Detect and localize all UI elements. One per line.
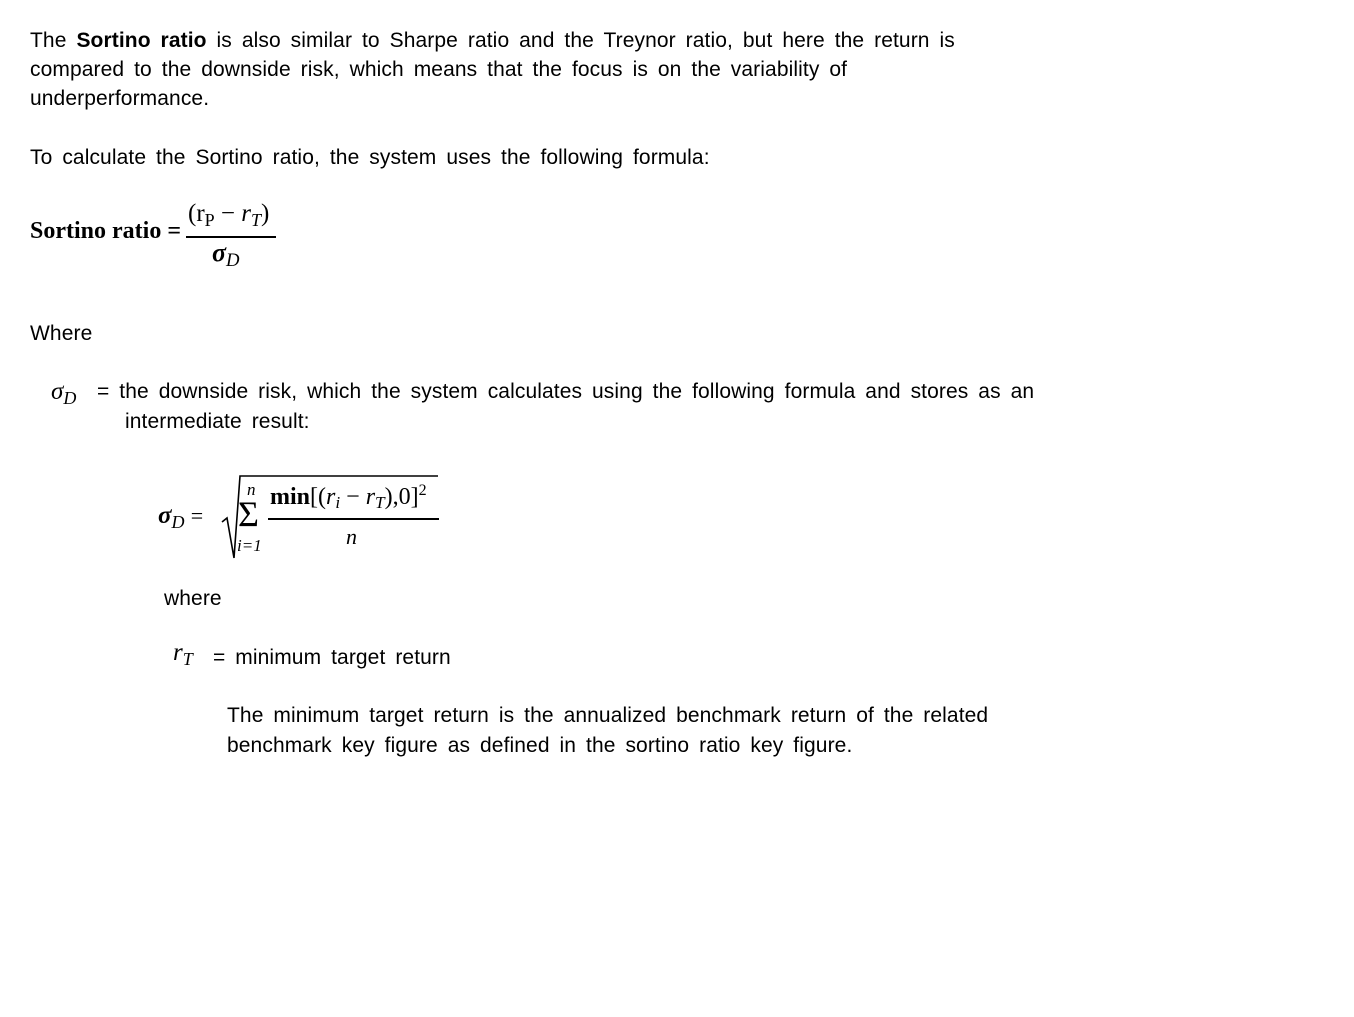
sigma-d-formula: [158, 470, 458, 565]
sigma-d-symbol: σD: [51, 378, 77, 408]
formula-denominator: σD: [212, 238, 240, 271]
sigma-def-line-2: intermediate result:: [125, 410, 310, 433]
sigma-def-line-1: = the downside risk, which the system calculates using the following formula and stores as an: [97, 380, 1035, 403]
intro-prefix: The: [30, 29, 67, 52]
sum-upper: n: [247, 480, 256, 499]
intro-line-1: [30, 26, 955, 55]
sortino-formula: [30, 200, 290, 278]
formula-numerator: (rP − rT): [188, 200, 270, 230]
rt-def-text: = minimum target return: [213, 646, 451, 669]
rt-note-line-1: The minimum target return is the annualized benchmark return of the related: [227, 704, 989, 727]
sigma-denominator: n: [346, 524, 357, 549]
sigma-numerator: $\min[(ri - rT),0]^2$: [270, 482, 427, 513]
sum-symbol: Σ: [238, 494, 259, 534]
intro-line-1-rest: is also similar to Sharpe ratio and the Treynor ratio, but here the return is: [216, 29, 955, 52]
rt-note-line-2: benchmark key figure as defined in the sortino ratio key figure.: [227, 734, 853, 757]
sigma-fraction-bar: [268, 518, 439, 520]
sigma-lhs: σD =: [158, 502, 204, 532]
sortino-term: Sortino ratio: [76, 29, 207, 52]
formula-label: Sortino ratio =: [30, 218, 181, 244]
where-label: Where: [30, 322, 93, 345]
sum-lower: i=1: [237, 536, 262, 555]
intro-line-3: underperformance.: [30, 87, 210, 110]
intro-line-2: compared to the downside risk, which means that the focus is on the variability of: [30, 58, 848, 81]
rt-symbol: rT: [173, 639, 193, 669]
where-inner: where: [164, 587, 222, 610]
calc-intro: To calculate the Sortino ratio, the system uses the following formula:: [30, 146, 710, 169]
